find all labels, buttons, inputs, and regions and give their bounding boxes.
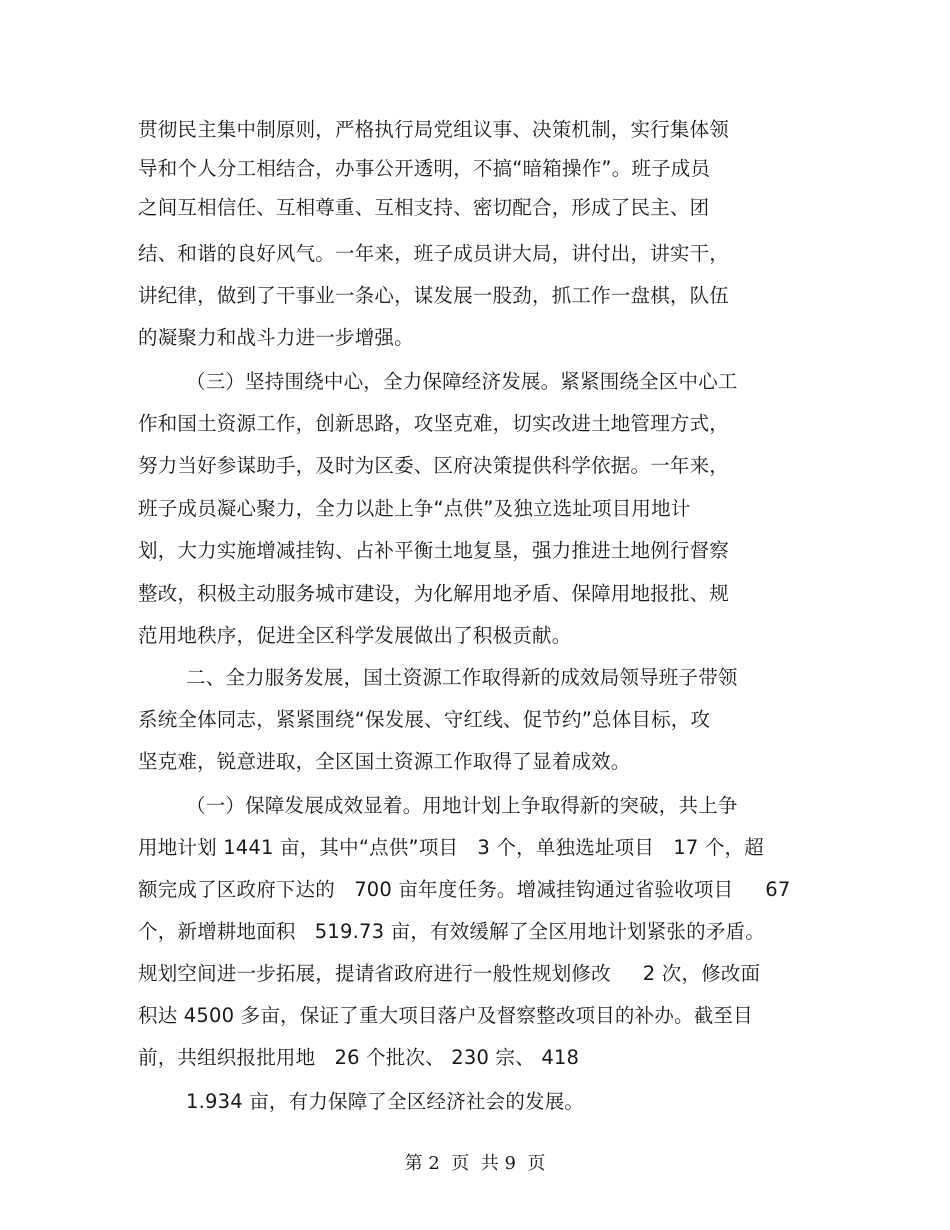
page-number-footer: 第 2 页 共 9 页 (404, 1153, 546, 1174)
paragraph-line: 用地计划 1441 亩，其中“点供”项目 3 个，单独选址项目 17 个，超 (138, 836, 764, 859)
paragraph-line: 1.934 亩，有力保障了全区经济社会的发展。 (186, 1090, 585, 1113)
paragraph-line: （一）保障发展成效显着。用地计划上争取得新的突破，共上争 (186, 794, 738, 817)
paragraph-line: 导和个人分工相结合，办事公开透明，不搞“暗箱操作”。班子成员 (138, 157, 711, 180)
paragraph-line: 额完成了区政府下达的 700 亩年度任务。增减挂钩通过省验收项目 67 (138, 878, 791, 901)
paragraph-line: 系统全体同志，紧紧围绕“保发展、守红线、促节约”总体目标，攻 (138, 708, 711, 731)
paragraph-line: 二、全力服务发展，国土资源工作取得新的成效局领导班子带领 (186, 666, 738, 689)
paragraph-line: 范用地秩序，促进全区科学发展做出了积极贡献。 (138, 624, 572, 647)
paragraph-line: 坚克难，锐意进取，全区国土资源工作取得了显着成效。 (138, 750, 631, 773)
paragraph-line: 的凝聚力和战斗力进一步增强。 (138, 326, 414, 349)
paragraph-line: （三）坚持围绕中心，全力保障经济发展。紧紧围绕全区中心工 (186, 370, 738, 393)
paragraph-line: 整改，积极主动服务城市建设，为化解用地矛盾、保障用地报批、规 (138, 582, 730, 605)
paragraph-line: 划，大力实施增减挂钩、占补平衡土地复垦，强力推进土地例行督察 (138, 539, 730, 562)
paragraph-line: 积达 4500 多亩，保证了重大项目落户及督察整改项目的补办。截至目 (138, 1004, 753, 1027)
paragraph-line: 讲纪律，做到了干事业一条心，谋发展一股劲，抓工作一盘棋，队伍 (138, 284, 730, 307)
paragraph-line: 努力当好参谋助手，及时为区委、区府决策提供科学依据。一年来， (138, 454, 730, 477)
paragraph-line: 贯彻民主集中制原则，严格执行局党组议事、决策机制，实行集体领 (138, 118, 730, 141)
paragraph-line: 之间互相信任、互相尊重、互相支持、密切配合，形成了民主、团 (138, 196, 710, 219)
paragraph-line: 结、和谐的良好风气。一年来，班子成员讲大局，讲付出，讲实干， (138, 242, 730, 265)
paragraph-line: 作和国土资源工作，创新思路，攻坚克难，切实改进土地管理方式， (138, 412, 730, 435)
paragraph-line: 班子成员凝心聚力，全力以赴上争“点供”及独立选址项目用地计 (138, 497, 691, 520)
paragraph-line: 个，新增耕地面积 519.73 亩，有效缓解了全区用地计划紧张的矛盾。 (138, 920, 765, 943)
paragraph-line: 前，共组织报批用地 26 个批次、 230 宗、 418 (138, 1046, 580, 1069)
paragraph-line: 规划空间进一步拓展，提请省政府进行一般性规划修改 2 次，修改面 (138, 962, 761, 985)
